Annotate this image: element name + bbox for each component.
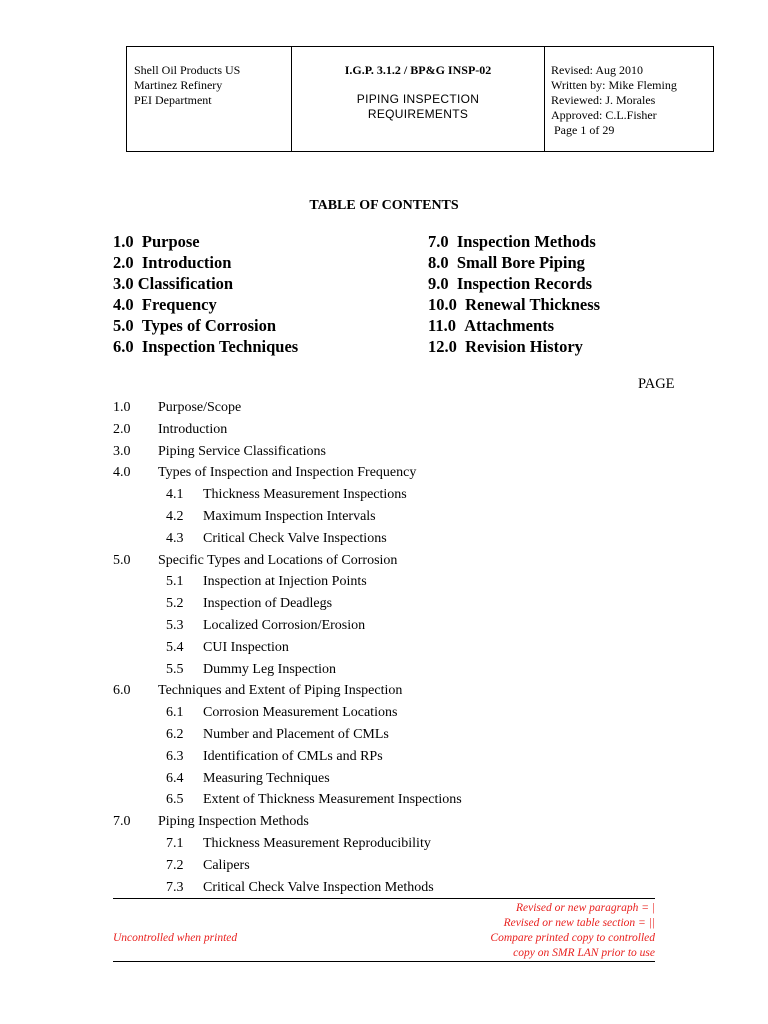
toc-summary-item[interactable] <box>113 252 298 273</box>
toc-subsection-row[interactable] <box>0 593 768 615</box>
section-number: 2.0 <box>113 421 131 437</box>
revision-legend <box>355 901 655 961</box>
document-id: I.G.P. 3.1.2 / BP&G INSP-02 <box>344 63 492 77</box>
section-number: 5.2 <box>166 596 184 612</box>
written-by: Written by: Mike Fleming <box>551 78 677 92</box>
toc-summary-item[interactable] <box>113 336 298 357</box>
toc-summary-item[interactable] <box>428 294 600 315</box>
toc-summary-item[interactable] <box>428 252 600 273</box>
section-number: 6.1 <box>166 705 184 721</box>
section-title: Calipers <box>203 857 250 873</box>
section-number: 6.2 <box>166 726 184 742</box>
section-title: Thickness Measurement Inspections <box>203 487 407 503</box>
document-title <box>292 92 544 122</box>
toc-subsection-row[interactable] <box>0 571 768 593</box>
toc-summary-item[interactable] <box>113 273 298 294</box>
section-number: 6.0 <box>113 683 131 699</box>
toc-heading <box>0 198 768 214</box>
section-number: 5.4 <box>166 639 184 655</box>
approved-by: Approved: C.L.Fisher <box>551 108 657 122</box>
revision-date: Revised: Aug 2010 <box>551 63 643 77</box>
section-title: CUI Inspection <box>203 639 289 655</box>
toc-subsection-row[interactable] <box>0 833 768 855</box>
section-number: 6.0 <box>113 337 134 356</box>
organization-line: Shell Oil Products US <box>134 63 241 77</box>
section-title: Attachments <box>464 316 555 335</box>
section-title: Revision History <box>465 337 583 356</box>
section-title: Classification <box>137 274 234 293</box>
toc-subsection-row[interactable] <box>0 768 768 790</box>
section-number: 6.3 <box>166 748 184 764</box>
section-number: 10.0 <box>428 295 457 314</box>
toc-summary-item[interactable] <box>113 315 298 336</box>
revision-legend-line: copy on SMR LAN prior to use <box>513 947 655 959</box>
page-number: Page 1 of 29 <box>551 123 615 137</box>
revision-legend-line: Revised or new table section = || <box>503 917 655 929</box>
toc-detailed-list <box>0 397 768 898</box>
section-number: 11.0 <box>428 316 456 335</box>
section-title: Corrosion Measurement Locations <box>203 705 398 721</box>
section-number: 4.0 <box>113 295 134 314</box>
section-number: 6.5 <box>166 792 184 808</box>
document-header <box>126 46 714 152</box>
section-number: 7.2 <box>166 857 184 873</box>
organization-line: PEI Department <box>134 93 212 107</box>
section-title: Extent of Thickness Measurement Inspections <box>203 792 462 808</box>
document-title-line: REQUIREMENTS <box>367 107 469 121</box>
header-title-cell <box>292 47 545 151</box>
revision-legend-line: Compare printed copy to controlled <box>490 932 655 944</box>
section-title: Inspection at Injection Points <box>203 574 367 590</box>
section-number: 1.0 <box>113 232 134 251</box>
organization-line: Martinez Refinery <box>134 78 223 92</box>
section-number: 2.0 <box>113 253 134 272</box>
section-title: Renewal Thickness <box>465 295 601 314</box>
toc-section-row[interactable] <box>0 680 768 702</box>
section-title: Maximum Inspection Intervals <box>203 508 376 524</box>
toc-subsection-row[interactable] <box>0 702 768 724</box>
section-title: Localized Corrosion/Erosion <box>203 617 366 633</box>
section-number: 5.3 <box>166 617 184 633</box>
toc-section-row[interactable] <box>0 811 768 833</box>
section-number: 12.0 <box>428 337 457 356</box>
section-number: 9.0 <box>428 274 449 293</box>
toc-subsection-row[interactable] <box>0 877 768 899</box>
section-title: Piping Service Classifications <box>158 443 326 459</box>
toc-section-row[interactable] <box>0 397 768 419</box>
section-title: Number and Placement of CMLs <box>203 726 389 742</box>
toc-subsection-row[interactable] <box>0 615 768 637</box>
section-number: 5.5 <box>166 661 184 677</box>
section-title: Techniques and Extent of Piping Inspection <box>158 683 403 699</box>
section-number: 7.3 <box>166 879 184 895</box>
toc-subsection-row[interactable] <box>0 484 768 506</box>
toc-subsection-row[interactable] <box>0 855 768 877</box>
footer-divider-top <box>113 898 655 899</box>
section-title: Critical Check Valve Inspections <box>203 530 387 546</box>
section-title: Introduction <box>158 421 228 437</box>
page-column-label: PAGE <box>638 376 675 392</box>
section-title: Critical Check Valve Inspection Methods <box>203 879 434 895</box>
section-title: Inspection Methods <box>456 232 596 251</box>
section-title: Types of Inspection and Inspection Frequency <box>158 465 417 481</box>
toc-summary-right <box>428 231 600 357</box>
section-number: 7.1 <box>166 835 184 851</box>
section-number: 1.0 <box>113 400 131 415</box>
toc-summary-left <box>113 231 298 357</box>
toc-summary-item[interactable] <box>428 315 600 336</box>
toc-heading-text: TABLE OF CONTENTS <box>309 198 459 213</box>
toc-section-row[interactable] <box>0 441 768 463</box>
toc-section-row[interactable] <box>0 462 768 484</box>
toc-section-row[interactable] <box>0 419 768 441</box>
document-title-line: PIPING INSPECTION <box>356 92 480 106</box>
toc-subsection-row[interactable] <box>0 506 768 528</box>
toc-section-row[interactable] <box>0 550 768 572</box>
section-title: Purpose/Scope <box>158 400 242 415</box>
section-number: 4.2 <box>166 508 184 524</box>
toc-subsection-row[interactable] <box>0 528 768 550</box>
section-title: Small Bore Piping <box>456 253 585 272</box>
toc-summary-item[interactable] <box>113 231 298 252</box>
section-number: 4.1 <box>166 487 184 503</box>
toc-summary-item[interactable] <box>428 231 600 252</box>
toc-subsection-row[interactable] <box>0 789 768 811</box>
section-title: Identification of CMLs and RPs <box>203 748 383 764</box>
section-title: Thickness Measurement Reproducibility <box>203 835 431 851</box>
section-title: Introduction <box>141 253 232 272</box>
section-number: 4.0 <box>113 465 131 481</box>
uncontrolled-notice: Uncontrolled when printed <box>113 932 238 944</box>
section-number: 7.0 <box>113 814 131 830</box>
toc-subsection-row[interactable] <box>0 724 768 746</box>
section-number: 4.3 <box>166 530 184 546</box>
toc-summary-item[interactable] <box>428 336 600 357</box>
section-number: 3.0 <box>113 443 131 459</box>
section-number: 6.4 <box>166 770 184 786</box>
section-title: Inspection Records <box>456 274 593 293</box>
section-number: 5.1 <box>166 574 184 590</box>
section-number: 8.0 <box>428 253 449 272</box>
toc-summary-item[interactable] <box>428 273 600 294</box>
section-title: Types of Corrosion <box>141 316 277 335</box>
header-revision-info <box>545 47 713 151</box>
section-number: 5.0 <box>113 552 131 568</box>
section-title: Inspection Techniques <box>141 337 299 356</box>
section-title: Specific Types and Locations of Corrosion <box>158 552 398 568</box>
section-title: Measuring Techniques <box>203 770 330 786</box>
section-title: Piping Inspection Methods <box>158 814 309 830</box>
section-title: Frequency <box>141 295 217 314</box>
section-title: Purpose <box>141 232 200 251</box>
section-number: 7.0 <box>428 232 449 251</box>
section-number: 3.0 <box>113 274 134 293</box>
toc-summary-item[interactable] <box>113 294 298 315</box>
footer-divider-bottom <box>113 961 655 962</box>
revision-legend-line: Revised or new paragraph = | <box>515 902 655 914</box>
section-number: 5.0 <box>113 316 134 335</box>
reviewed-by: Reviewed: J. Morales <box>551 93 656 107</box>
header-organization <box>127 47 292 151</box>
toc-subsection-row[interactable] <box>0 659 768 681</box>
section-title: Inspection of Deadlegs <box>203 596 333 612</box>
section-title: Dummy Leg Inspection <box>203 661 336 677</box>
toc-subsection-row[interactable] <box>0 746 768 768</box>
toc-subsection-row[interactable] <box>0 637 768 659</box>
